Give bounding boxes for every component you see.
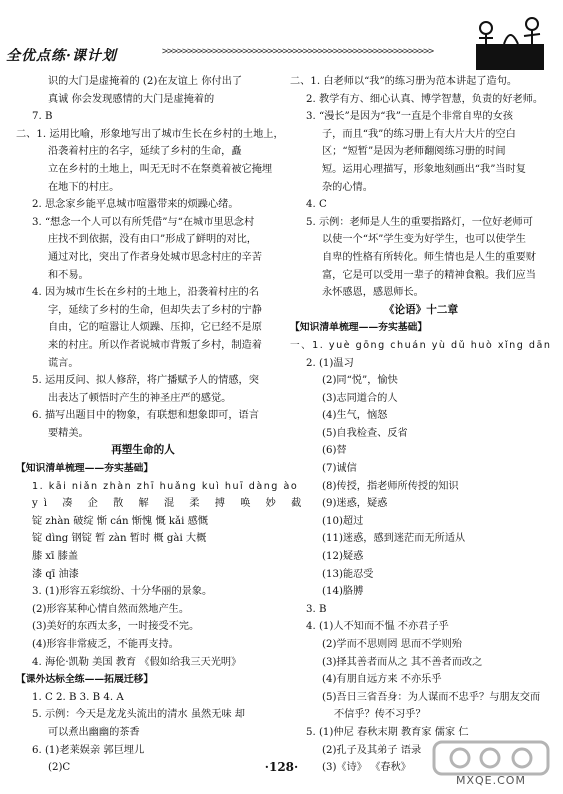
answer-line: 再塑生命的人 [111,444,175,457]
answer-line: 2. 教学有方、细心认真、博学智慧，负责的好老师。 [306,93,544,105]
answer-line: 在地下的村庄。 [48,181,120,193]
answer-line: (3)美好的东西太多，一时接受不完。 [32,621,200,633]
answer-line: 不信乎？传不习乎？ [334,709,426,721]
answer-line: 要精美。 [48,427,89,439]
answer-line: 锭 zhàn 破绽 惭 cán 惭愧 慨 kǎi 感慨 [32,515,209,527]
header-chevrons: >>>>>>>>>>>>>>>>>>>>>>>>>>>>>>>>>>>>>>>>>>>>>>>>>>>>>> [162,46,434,57]
watermark-text: MXQE.COM [456,774,526,787]
answer-line: 6. 描写出题目中的物象，有联想和想象即可，语言 [32,410,259,422]
answer-line: 永怀感恩，感恩师长。 [322,287,424,299]
answer-line: (5)自我检查、反省 [322,427,408,439]
answer-line: (6)替 [322,445,347,457]
answer-line: 来的村庄。所以作者说城市背叛了乡村，制造着 [48,339,262,351]
answer-line: 1. C 2. B 3. B 4. A [32,691,124,703]
answer-line: 二、1. 白老师以“我”的练习册为范本讲起了造句。 [290,76,518,87]
answer-line: 5. (1)仲尼 春秋末期 教育家 儒家 仁 [306,726,469,738]
answer-line: (13)能忍受 [322,568,374,580]
answer-line: 2. 思念家乡能平息城市喧嚣带来的烦躁心绪。 [32,199,239,211]
answer-line: 沿袭着村庄的名字，延续了乡村的生命，矗 [48,146,242,158]
answer-line: 可以煮出幽幽的茶香 [48,726,140,738]
answer-column-right [290,73,552,777]
answer-line: 自由，它的喧嚣让人烦躁、压抑，它已经不是原 [48,322,262,334]
page-number: ·128· [264,760,299,774]
answer-line: 5. 示例：今天是龙龙头流出的清水 虽然无味 却 [32,709,245,721]
answer-line: (3)《诗》 《春秋》 [322,762,411,774]
header-decoration-icon [474,14,550,72]
answer-line: 二、1. 运用比喻，形象地写出了城市生长在乡村的土地上， [16,128,284,140]
answer-line: 富，它是可以受用一辈子的精神食粮。我们应当 [322,269,536,281]
answer-line: (2)学而不思则罔 思而不学则殆 [322,639,462,650]
answer-line: 3. (1)形容五彩缤纷、十分华丽的景象。 [32,586,213,598]
answer-line: 膝 xī 膝盖 [32,551,79,563]
answer-line: 1. kāi niǎn zhàn zhī huǎng kuì huī dàng ào [32,480,299,492]
answer-line: (3)志同道合的人 [322,392,398,404]
answer-line: (4)有朋自远方来 不亦乐乎 [322,674,442,686]
answer-line: 3. “想念一个人可以有所凭借”与“在城市里思念村 [32,216,255,228]
answer-line: 4. 海伦·凯勒 美国 教育 《假如给我三天光明》 [32,656,242,668]
answer-line: (10)超过 [322,515,364,527]
answer-line: yì 凑 企 散 解 混 柔 搏 唤 妙 截 [32,498,308,510]
answer-line: 【课外达标全练——拓展迁移】 [16,674,154,686]
answer-line: 4. 因为城市生长在乡村的土地上，沿袭着村庄的名 [32,287,259,299]
answer-line: 4. (1)人不知而不愠 不亦君子乎 [306,621,449,633]
answer-line: (7)诚信 [322,463,357,475]
answer-line: 6. (1)老莱娱亲 郭巨埋儿 [32,744,145,756]
answer-line: 5. 示例：老师是人生的重要指路灯，一位好老师可 [306,216,533,228]
answer-line: 真诚 你会发现感情的大门是虚掩着的 [48,93,215,105]
answer-line: (11)迷惑，感到迷茫而无所适从 [322,533,466,545]
answer-line: (5)吾日三省吾身：为人谋而不忠乎？与朋友交而 [322,691,541,703]
series-logo: 全优点练·课计划 [6,48,117,64]
answer-line: 子，而且“我”的练习册上有大片大片的空白 [322,128,516,140]
answer-line: 和不易。 [48,269,89,281]
answer-line: (2)形容某种心情自然而然地产生。 [32,603,190,615]
answer-line: 一、1. yuè gōng chuán yù dǔ huò xǐng dān [290,339,552,351]
answer-line: (3)择其善者而从之 其不善者而改之 [322,656,483,668]
answer-line: 短。运用心理描写，形象地刻画出“我”当时复 [322,163,526,175]
answer-line: 《论语》十二章 [383,303,459,316]
answer-line: 通过对比，突出了作者身处城市思念村庄的辛苦 [48,251,262,263]
answer-line: 识的大门是虚掩着的 (2)在友谊上 你付出了 [48,76,243,87]
answer-line: 漆 qī 油漆 [32,568,79,580]
answer-line: 谎言。 [48,357,79,369]
answer-line: 3. “漫长”是因为“我”一直是个非常自卑的女孩 [306,111,513,123]
answer-line: 自卑的性格有所转化。师生情也是人生的重要财 [322,251,536,263]
answer-line: 出表达了顿悟时产生的神圣庄严的感觉。 [48,392,232,404]
answer-line: 立在乡村的土地上，叫无无时不在祭奠着被它掩埋 [48,163,273,175]
answer-line: (14)胳膊 [322,586,364,598]
answer-line: (8)传授，指老师所传授的知识 [322,480,459,492]
answer-line: 7. B [32,111,53,123]
answer-line: 锭 dìng 钢锭 暂 zàn 暂时 概 gài 大概 [32,533,207,545]
answer-line: 【知识清单梳理——夯实基础】 [16,463,154,475]
answer-line: 庄找不到依据，没有由口”形成了鲜明的对比， [48,234,257,246]
answer-line: (2)同“悦”，愉快 [322,375,398,387]
answer-line: (4)生气，恼怒 [322,410,388,422]
answer-line: 【知识清单梳理——夯实基础】 [290,322,428,334]
answer-line: 3. B [306,603,327,615]
answer-line: (12)疑惑 [322,551,364,563]
answer-line: (2)孔子及其弟子 语录 [322,744,422,756]
answer-line: 杂的心情。 [322,181,373,193]
answer-line: (2)C [48,762,71,774]
answer-line: (9)迷惑，疑惑 [322,498,388,510]
answer-line: 5. 运用反问、拟人修辞，将广播赋予人的情感，突 [32,375,259,387]
answer-line: 4. C [306,199,327,211]
answer-line: 以使一个“坏”学生变为好学生，也可以使学生 [322,234,526,246]
answer-line: 区；“短暂”是因为老师翻阅练习册的时间 [322,146,506,158]
answer-line: 2. (1)温习 [306,357,354,369]
answer-line: 字，延续了乡村的生命，但却失去了乡村的宁静 [48,304,262,316]
answer-line: (4)形容非常疲乏，不能再支持。 [32,639,179,650]
